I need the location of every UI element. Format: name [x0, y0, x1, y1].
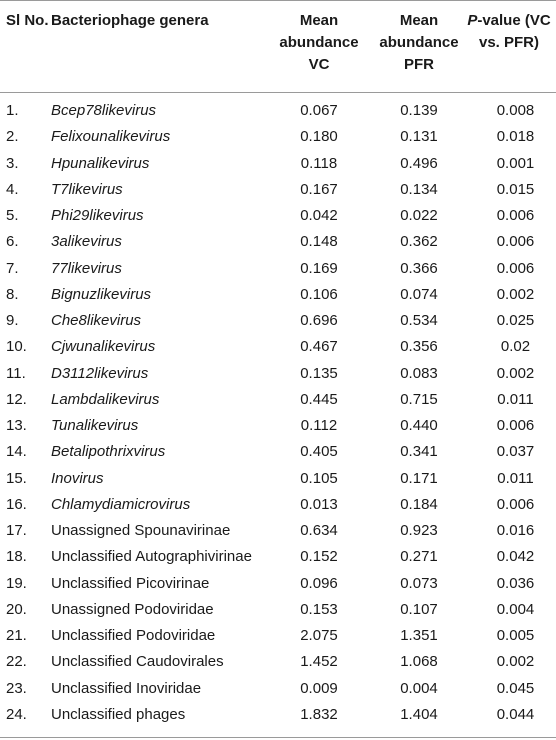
table-row — [0, 626, 556, 652]
genus-name: Unclassified Caudovirales — [51, 653, 224, 671]
mean-abundance-pfr: 0.366 — [400, 259, 438, 277]
row-number: 7. — [6, 259, 19, 277]
mean-abundance-pfr: 0.715 — [400, 390, 438, 408]
mean-abundance-vc: 2.075 — [300, 627, 338, 644]
p-value: 0.006 — [496, 207, 535, 224]
genus-name: D3112likevirus — [51, 364, 149, 382]
genus-name: Tunalikevirus — [51, 417, 139, 434]
mean-abundance-vc: 0.112 — [300, 417, 338, 434]
genus-name: Lambdalikevirus — [51, 390, 160, 408]
table-row — [0, 495, 556, 521]
mean-abundance-vc: 1.832 — [300, 705, 338, 723]
mean-abundance-vc: 0.467 — [300, 338, 338, 356]
header-p-line-1 — [462, 10, 556, 32]
header-pfr-line-3: PFR — [404, 56, 434, 73]
row-number: 4. — [6, 180, 19, 198]
table-row — [0, 705, 556, 731]
genus-name: Betalipothrixvirus — [51, 443, 166, 461]
mean-abundance-vc: 0.180 — [300, 128, 338, 146]
genus-name: Cjwunalikevirus — [51, 338, 156, 356]
row-number: 18. — [6, 548, 27, 566]
p-value: 0.015 — [496, 180, 535, 198]
row-number: 17. — [6, 522, 27, 539]
mean-abundance-pfr: 0.139 — [400, 102, 438, 119]
p-value: 0.006 — [496, 233, 535, 251]
p-value: 0.002 — [496, 653, 535, 671]
table-row — [0, 469, 556, 495]
mean-abundance-pfr: 0.171 — [400, 469, 438, 487]
mean-abundance-vc: 0.148 — [300, 233, 338, 251]
bottom-rule — [0, 737, 556, 738]
p-value: 0.045 — [496, 679, 535, 697]
table-row — [0, 390, 556, 416]
genus-name: Bignuzlikevirus — [51, 285, 152, 303]
p-value: 0.036 — [496, 574, 535, 592]
p-value: 0.025 — [496, 312, 535, 329]
p-value: 0.006 — [496, 259, 535, 277]
genus-name: 77likevirus — [51, 259, 122, 277]
table-row — [0, 600, 556, 626]
mean-abundance-vc: 0.106 — [300, 285, 338, 303]
row-number: 19. — [6, 574, 27, 592]
genus-name: T7likevirus — [51, 180, 123, 198]
table-row — [0, 337, 556, 363]
row-number: 14. — [6, 443, 27, 461]
genus-name: Unclassified Podoviridae — [51, 627, 216, 644]
mean-abundance-vc: 0.105 — [300, 469, 338, 487]
top-rule — [0, 0, 556, 1]
mean-abundance-pfr: 0.131 — [400, 128, 438, 146]
p-value: 0.005 — [496, 627, 535, 644]
genus-name: Unclassified phages — [51, 705, 186, 723]
mean-abundance-vc: 0.445 — [300, 390, 338, 408]
mean-abundance-vc: 0.152 — [300, 548, 338, 566]
mean-abundance-pfr: 1.351 — [400, 627, 438, 644]
genus-name: Bcep78likevirus — [51, 102, 157, 119]
table-row — [0, 442, 556, 468]
row-number: 21. — [6, 627, 27, 644]
table-row — [0, 574, 556, 600]
table-row — [0, 154, 556, 180]
row-number: 22. — [6, 653, 27, 671]
row-number: 1. — [6, 102, 19, 119]
mean-abundance-pfr: 0.440 — [400, 417, 438, 434]
mean-abundance-vc: 0.096 — [300, 574, 338, 592]
mean-abundance-pfr: 0.184 — [400, 495, 438, 513]
mean-abundance-pfr: 0.496 — [400, 154, 438, 172]
p-value: 0.02 — [500, 338, 531, 356]
header-vc-line-3: VC — [308, 56, 330, 73]
row-number: 11. — [6, 364, 26, 382]
header-vc-line-2: abundance — [279, 34, 359, 51]
mean-abundance-vc: 1.452 — [300, 653, 338, 671]
header-mean-vc — [278, 10, 360, 76]
mean-abundance-vc: 0.405 — [300, 443, 338, 461]
mean-abundance-vc: 0.135 — [300, 364, 338, 382]
p-value: 0.001 — [496, 154, 535, 172]
mean-abundance-pfr: 0.341 — [400, 443, 438, 461]
mean-abundance-pfr: 0.362 — [400, 233, 438, 251]
row-number: 15. — [6, 469, 27, 487]
mean-abundance-vc: 0.067 — [300, 102, 338, 119]
mean-abundance-vc: 0.167 — [300, 180, 338, 198]
p-value: 0.002 — [496, 364, 535, 382]
mean-abundance-pfr: 0.134 — [400, 180, 438, 198]
table-row — [0, 285, 556, 311]
mean-abundance-pfr: 0.923 — [400, 522, 438, 539]
genus-name: Unclassified Picovirinae — [51, 574, 210, 592]
header-p-italic: P — [467, 12, 478, 29]
p-value: 0.011 — [497, 469, 534, 487]
table-row — [0, 180, 556, 206]
p-value: 0.037 — [496, 443, 535, 461]
header-p-value — [462, 10, 556, 54]
row-number: 20. — [6, 600, 27, 618]
p-value: 0.044 — [496, 705, 535, 723]
mean-abundance-pfr: 0.074 — [400, 285, 438, 303]
genus-name: 3alikevirus — [51, 233, 122, 251]
p-value: 0.006 — [496, 417, 535, 434]
row-number: 12. — [6, 390, 27, 408]
mean-abundance-vc: 0.009 — [300, 679, 338, 697]
mean-abundance-pfr: 1.404 — [400, 705, 438, 723]
row-number: 16. — [6, 495, 27, 513]
p-value: 0.018 — [496, 128, 535, 146]
header-rule — [0, 92, 556, 93]
p-value: 0.042 — [496, 548, 535, 566]
table-row — [0, 311, 556, 337]
row-number: 2. — [6, 128, 19, 146]
header-p-line-2: vs. PFR) — [478, 34, 539, 51]
mean-abundance-vc: 0.634 — [300, 522, 338, 539]
row-number: 23. — [6, 679, 27, 697]
row-number: 5. — [6, 207, 19, 224]
row-number: 9. — [6, 312, 19, 329]
mean-abundance-vc: 0.042 — [300, 207, 338, 224]
mean-abundance-vc: 0.169 — [300, 259, 338, 277]
table-row — [0, 679, 556, 705]
mean-abundance-pfr: 0.356 — [400, 338, 438, 356]
genus-name: Inovirus — [51, 469, 104, 487]
mean-abundance-vc: 0.013 — [300, 495, 338, 513]
genus-name: Unclassified Inoviridae — [51, 679, 202, 697]
header-pfr-line-1: Mean — [399, 12, 439, 29]
p-value: 0.008 — [496, 102, 535, 119]
row-number: 3. — [6, 154, 19, 172]
p-value: 0.002 — [496, 285, 535, 303]
genus-name: Unassigned Spounavirinae — [51, 522, 231, 539]
mean-abundance-pfr: 0.083 — [400, 364, 438, 382]
p-value: 0.016 — [496, 522, 535, 539]
mean-abundance-pfr: 0.022 — [400, 207, 438, 224]
table-row — [0, 206, 556, 232]
p-value: 0.011 — [497, 390, 534, 408]
genus-name: Hpunalikevirus — [51, 154, 150, 172]
mean-abundance-pfr: 0.073 — [400, 574, 438, 592]
table-row — [0, 364, 556, 390]
table-row — [0, 547, 556, 573]
header-sl-no: Sl No. — [6, 12, 49, 29]
genus-name: Phi29likevirus — [51, 207, 144, 224]
table-row — [0, 101, 556, 127]
genus-name: Unassigned Podoviridae — [51, 600, 214, 618]
table-row — [0, 416, 556, 442]
header-genera: Bacteriophage genera — [51, 12, 209, 29]
row-number: 8. — [6, 285, 19, 303]
table-row — [0, 127, 556, 153]
mean-abundance-pfr: 1.068 — [400, 653, 438, 671]
header-p-rest: -value (VC — [477, 12, 551, 29]
row-number: 24. — [6, 705, 27, 723]
header-pfr-line-2: abundance — [379, 34, 459, 51]
mean-abundance-pfr: 0.271 — [400, 548, 438, 566]
table-row — [0, 259, 556, 285]
genus-name: Che8likevirus — [51, 312, 142, 329]
genus-name: Chlamydiamicrovirus — [51, 495, 191, 513]
mean-abundance-vc: 0.118 — [300, 154, 338, 172]
mean-abundance-vc: 0.153 — [300, 600, 338, 618]
genus-name: Felixounalikevirus — [51, 128, 171, 146]
mean-abundance-pfr: 0.107 — [400, 600, 438, 618]
mean-abundance-vc: 0.696 — [300, 312, 338, 329]
header-mean-pfr — [369, 10, 469, 76]
mean-abundance-pfr: 0.004 — [400, 679, 438, 697]
p-value: 0.004 — [496, 600, 535, 618]
genus-name: Unclassified Autographivirinae — [51, 548, 252, 566]
header-vc-line-1: Mean — [299, 12, 339, 29]
table-row — [0, 521, 556, 547]
table-row — [0, 652, 556, 678]
row-number: 6. — [6, 233, 19, 251]
table-row — [0, 232, 556, 258]
row-number: 13. — [6, 417, 27, 434]
row-number: 10. — [6, 338, 27, 356]
p-value: 0.006 — [496, 495, 535, 513]
mean-abundance-pfr: 0.534 — [400, 312, 438, 329]
